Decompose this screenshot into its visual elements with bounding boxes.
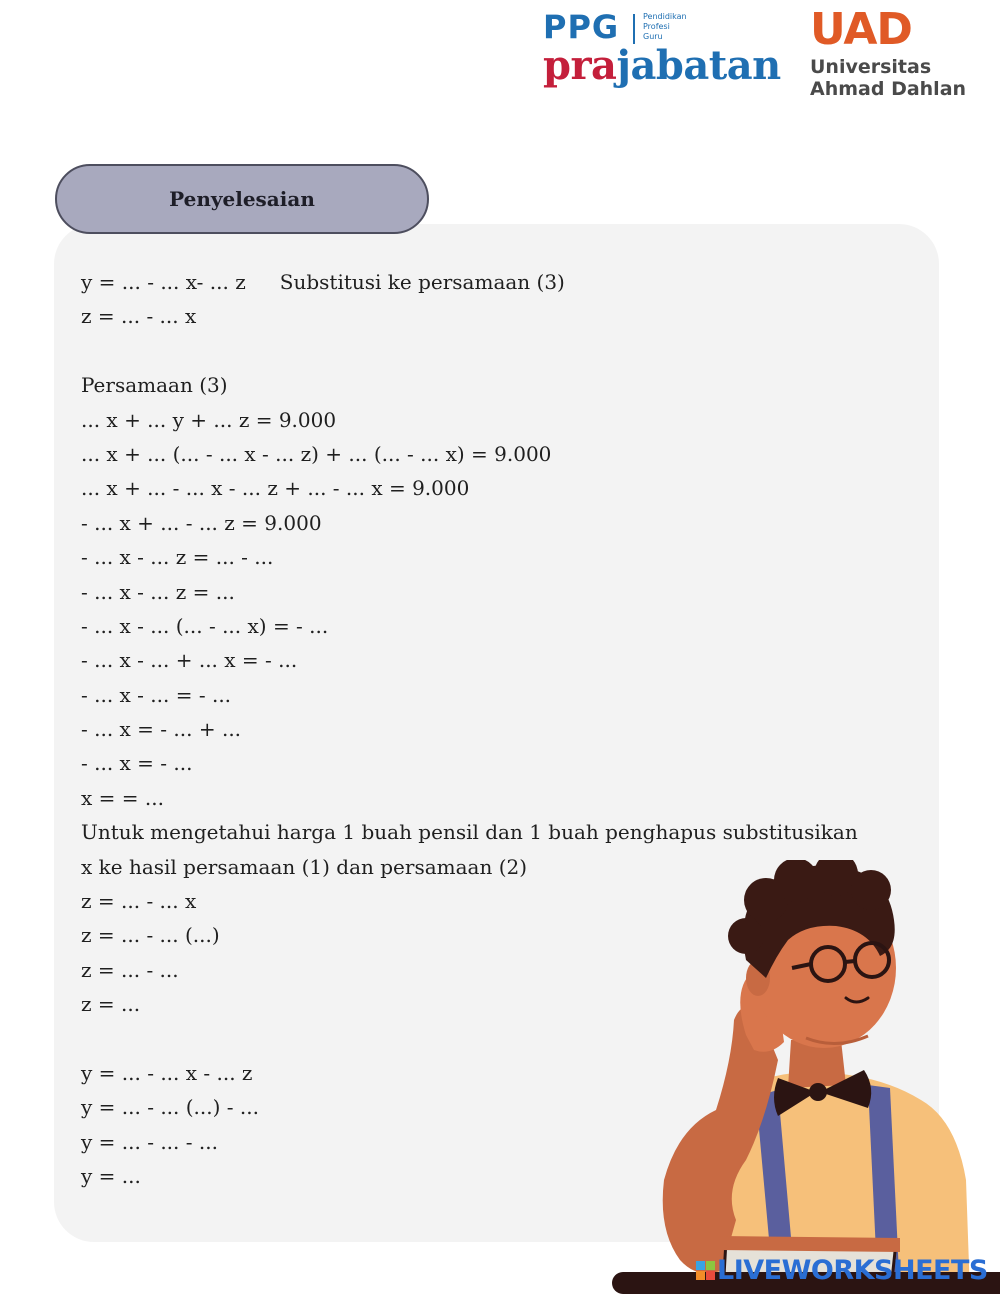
- solution-line-22: z = ...: [81, 992, 141, 1017]
- ppg-logo-main: [543, 42, 781, 89]
- ppg-sub-line-2: Profesi: [643, 22, 670, 31]
- solution-line-2: z = ... - ... x: [81, 304, 197, 329]
- ppg-logo-top: PPG: [543, 8, 620, 46]
- ppg-logo-subtitle: [643, 12, 687, 42]
- uad-logo: [810, 4, 980, 104]
- solution-line-blank-1: [81, 334, 941, 368]
- solution-line-9: - ... x - ... z = ... - ...: [81, 545, 274, 570]
- solution-line-19: z = ... - ... x: [81, 889, 197, 914]
- uad-logo-mark: UAD: [810, 4, 912, 55]
- solution-line-8: - ... x + ... - ... z = 9.000: [81, 510, 322, 535]
- solution-line-27: y = ...: [81, 1164, 141, 1189]
- ppg-logo-jabatan: jabatan: [616, 42, 781, 89]
- ppg-prajabatan-logo: [543, 8, 781, 98]
- solution-line-1-text: y = ... - ... x- ... z: [81, 270, 246, 294]
- solution-line-1: [81, 265, 941, 299]
- solution-line-12: - ... x - ... + ... x = - ...: [81, 648, 298, 673]
- solution-line-4: Persamaan (3): [81, 373, 228, 398]
- liveworksheets-watermark: [696, 1252, 988, 1288]
- solution-line-20: z = ... - ... (...): [81, 923, 220, 948]
- ppg-logo-pra: pra: [543, 42, 617, 89]
- thinking-student-illustration: [606, 860, 1000, 1294]
- ppg-sub-line-1: Pendidikan: [643, 12, 687, 21]
- solution-line-14: - ... x = - ... + ...: [81, 717, 242, 742]
- solution-line-25: y = ... - ... (...) - ...: [81, 1095, 259, 1120]
- solution-line-13: - ... x - ... = - ...: [81, 682, 232, 707]
- solution-line-6: ... x + ... (... - ... x - ... z) + ... (... - ... x) = 9.000: [81, 441, 552, 466]
- solution-line-26: y = ... - ... - ...: [81, 1129, 218, 1154]
- uad-logo-name: [810, 56, 966, 100]
- solution-line-21: z = ... - ...: [81, 957, 179, 982]
- solution-line-11: - ... x - ... (... - ... x) = - ...: [81, 613, 329, 638]
- watermark-text: LIVEWORKSHEETS: [717, 1254, 988, 1286]
- solution-line-17: Untuk mengetahui harga 1 buah pensil dan 1 buah penghapus substitusikan: [81, 820, 858, 845]
- uad-name-line-2: Ahmad Dahlan: [810, 78, 967, 100]
- solution-line-10: - ... x - ... z = ...: [81, 579, 235, 604]
- solution-line-7: ... x + ... - ... x - ... z + ... - ... x = 9.000: [81, 476, 470, 501]
- solution-line-16: x = = ...: [81, 785, 164, 810]
- solution-line-1-note: Substitusi ke persamaan (3): [279, 270, 565, 294]
- solution-line-24: y = ... - ... x - ... z: [81, 1060, 253, 1085]
- liveworksheets-icon: [696, 1261, 715, 1280]
- solution-line-15: - ... x = - ...: [81, 751, 193, 776]
- section-title: Penyelesaian: [55, 164, 429, 234]
- solution-line-18: x ke hasil persamaan (1) dan persamaan (2): [81, 854, 528, 879]
- ppg-sub-line-3: Guru: [643, 32, 663, 41]
- solution-line-5: ... x + ... y + ... z = 9.000: [81, 407, 337, 432]
- uad-name-line-1: Universitas: [810, 56, 932, 78]
- ppg-logo-divider: [633, 14, 635, 44]
